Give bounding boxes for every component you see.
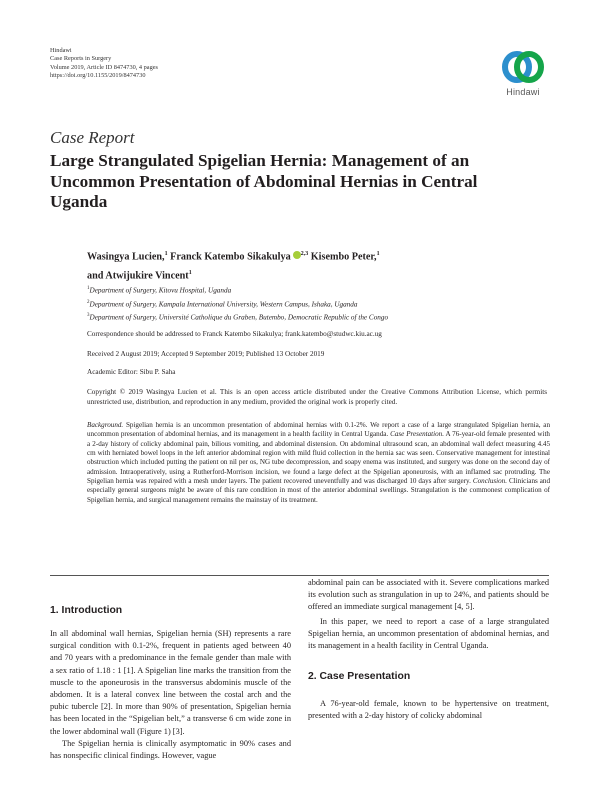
author-name: Franck Katembo Sikakulya (170, 251, 291, 263)
abstract-case-label: Case Presentation. (390, 430, 444, 439)
author-list (87, 246, 487, 285)
copyright-notice: Copyright © 2019 Wasingya Lucien et al. This is an open access article distributed under the Creative Commons Attribution License, which permits unrestricted use, distribution, and reproduction in any medium, provided the original work is properly cited. (87, 388, 547, 406)
abstract-conclusion-label: Conclusion. (472, 477, 507, 486)
academic-editor: Academic Editor: Sibu P. Saha (87, 368, 176, 376)
author-affil-sup: 1 (188, 270, 192, 277)
affiliation-sup: 1 (87, 286, 90, 291)
author-affil-sup: 1 (164, 251, 168, 257)
intro-paragraph: In all abdominal wall hernias, Spigelian hernia (SH) represents a rare surgical condition with 0.1-2%, frequent in patients aged between 40 and 70 years with a predominance in the female gender than male with a sex ratio of 1.18 : 1 [1]. A Spigelian line marks the transition from the muscle to the aponeurosis in the transversus abdominis muscle of the abdomen. It is a lateral convex line between the costal arch and the pubic tubercle [2]. In more than 90% of presentation, Spigelian hernia has been located in the “Spigelian belt,” a transverse 6 cm wide zone in the lower abdominal wall (Figure 1) [3]. (50, 629, 291, 736)
publisher-name: Hindawi (50, 47, 72, 54)
orcid-icon[interactable] (293, 251, 301, 259)
author-affil-sup: 1 (376, 251, 380, 257)
volume-info: Volume 2019, Article ID 8474730, 4 pages (50, 63, 158, 71)
doi-link[interactable]: https://doi.org/10.1155/2019/8474730 (50, 72, 146, 80)
author-name: and Atwijukire Vincent (87, 270, 189, 282)
section-divider (50, 575, 549, 576)
journal-name: Case Reports in Surgery (50, 55, 112, 63)
case-paragraph: A 76-year-old female, known to be hypertensive on treatment, presented with a 2-day history of colicky abdominal (308, 699, 549, 721)
affiliation-item (87, 310, 547, 324)
author-affil-sup: 2,3 (300, 251, 309, 257)
abstract-background-label: Background. (87, 421, 124, 429)
hindawi-logo (498, 48, 548, 97)
abstract-case: A 76-year-old female presented with a 2-day history of colicky abdominal pain, bilious vomiting, and abdominal distension. On abdominal ultrasound scan, an abdominal wall defect measuring 4.45 cm with herniated bowel loops in the left anterior abdominal region with mild fluid collection in the hernia sac was seen. Conservative management for intestinal obstruction which included putting the patient on nil per os, NG tube decompression, and soapy enema was instituted, and surgery was done on the second day of admission. Intraoperatively, using a Rutherford-Morrison incision, we found a large defect at the Spigelian aponeurosis, with an inflamed sac protruding. The Spigelian hernia was repaired with a mesh under layers. The patient recovered uneventfully and was discharged 10 days after surgery. (87, 430, 550, 486)
introduction-heading: 1. Introduction (50, 605, 123, 616)
publication-dates: Received 2 August 2019; Accepted 9 September 2019; Published 13 October 2019 (87, 350, 325, 358)
abstract-background: Spigelian hernia is an uncommon presentation of abdominal hernias with 0.1-2%. We report a case of a large strangulated Spigelian hernia, an uncommon presentation of abdominal hernias, and its management in a health facility in Central Uganda. (87, 421, 550, 439)
affiliations (87, 283, 547, 324)
correspondence: Correspondence should be addressed to Franck Katembo Sikakulya; frank.katembo@studwc.kiu.ac.ug (87, 330, 382, 338)
abstract (87, 421, 550, 505)
affiliation-sup: 3 (87, 313, 90, 319)
author-name: Wasingya Lucien, (87, 251, 165, 263)
case-presentation-heading: 2. Case Presentation (308, 671, 411, 683)
affiliation-text: Department of Surgery, Kitovu Hospital, Uganda (89, 286, 232, 295)
journal-header (50, 47, 158, 81)
left-column (50, 628, 291, 762)
affiliation-item (87, 283, 547, 297)
affiliation-sup: 2 (87, 299, 90, 305)
intro-paragraph: In this paper, we need to report a case of a large strangulated Spigelian hernia, an uncommon presentation of abdominal hernias, and its management in a health facility in Central Uganda. (308, 616, 549, 651)
abstract-conclusion: Clinicians and especially general surgeons might be aware of this rare condition in most of the anterior abdominal swellings. Strangulation is the commonest complication of Spigelian hernia, and surgical management remains the mainstay of its treatment. (87, 477, 550, 504)
affiliation-text: Department of Surgery, Université Catholique du Graben, Butembo, Democratic Republic of the Congo (89, 313, 389, 322)
intro-paragraph: The Spigelian hernia is clinically asymptomatic in 90% cases and has nonspecific clinical findings. However, vague (50, 738, 291, 761)
logo-text: Hindawi (506, 87, 540, 97)
affiliation-text: Department of Surgery, Kampala International University, Western Campus, Ishaka, Uganda (89, 299, 358, 308)
author-name: Kisembo Peter, (310, 251, 377, 263)
paper-title: Large Strangulated Spigelian Hernia: Management of an Uncommon Presentation of Abdominal Hernias in Central Uganda (50, 151, 478, 211)
intro-paragraph: abdominal pain can be associated with it. Severe complications marked its evolution such as strangulation in up to 24%, and patients should be offered an immediate surgical management [4, 5]. (308, 578, 549, 612)
affiliation-item (87, 297, 547, 311)
right-column (308, 577, 549, 723)
hindawi-logo-icon (500, 48, 546, 86)
article-type: Case Report (50, 128, 135, 147)
